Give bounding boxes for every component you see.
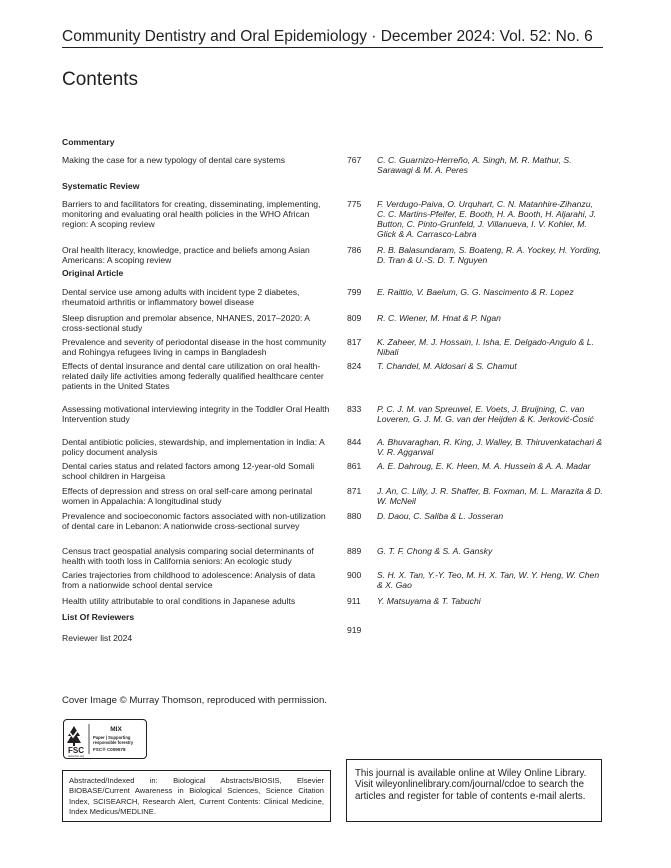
page-number: 833 (347, 404, 362, 414)
toc-entry[interactable] (62, 596, 603, 612)
fsc-logo (63, 719, 147, 759)
article-title[interactable]: Barriers to and facilitators for creating, disseminating, implementing, monitoring and evaluating oral health policies in the WHO African region: A scoping review (62, 199, 321, 229)
page-title: Contents (62, 69, 139, 90)
toc-entry[interactable] (62, 199, 603, 245)
page-number: 889 (347, 546, 362, 556)
toc-entry[interactable] (62, 625, 603, 641)
fsc-license-code: FSC® C009578 (93, 747, 126, 752)
page-number: 799 (347, 287, 362, 297)
article-authors: S. H. X. Tan, Y.-Y. Teo, M. H. X. Tan, W. Y. Heng, W. Chen & X. Gao (377, 570, 600, 590)
article-authors: J. An, C. Lilly, J. R. Shaffer, B. Foxman, M. L. Marazita & D. W. McNeil (377, 486, 603, 506)
cover-image-credit: Cover Image © Murray Thomson, reproduced with permission. (62, 695, 327, 706)
page-number: 817 (347, 337, 362, 347)
page-number: 844 (347, 437, 362, 447)
page-number: 900 (347, 570, 362, 580)
fsc-line-2: responsible forestry (93, 740, 134, 745)
page-number: 919 (347, 625, 362, 635)
article-authors: T. Chandel, M. Aldosari & S. Chamut (377, 361, 517, 371)
fsc-line-1: Paper | Supporting (93, 735, 131, 740)
toc-entry[interactable] (62, 486, 603, 511)
indexing-text: Abstracted/Indexed in: Biological Abstracts/BIOSIS, Elsevier BIOBASE/Current Awareness in Biological Sciences, Science Citation Index, SCISEARCH, Research Alert, Current Contents: Clinical Medicine, Index Medicus/MEDLINE. (69, 776, 324, 817)
article-title[interactable]: Effects of depression and stress on oral self-care among perinatal women in Appalachia: A longitudinal study (62, 486, 313, 506)
article-title[interactable]: Prevalence and severity of periodontal disease in the host community and Rohingya refugees living in camps in Bangladesh (62, 337, 327, 357)
page-number: 880 (347, 511, 362, 521)
article-title[interactable]: Census tract geospatial analysis comparing social determinants of health with tooth loss in California seniors: An ecologic study (62, 546, 314, 566)
toc-entry[interactable] (62, 245, 603, 268)
article-title[interactable]: Making the case for a new typology of dental care systems (62, 155, 286, 165)
article-authors: A. Bhuvaraghan, R. King, J. Walley, B. Thiruvenkatachari & V. R. Aggarwal (377, 437, 603, 457)
toc-entry[interactable] (62, 437, 603, 461)
toc-entry[interactable] (62, 337, 603, 361)
article-title[interactable]: Sleep disruption and premolar absence, NHANES, 2017–2020: A cross-sectional study (62, 313, 310, 333)
article-title[interactable]: Dental antibiotic policies, stewardship, and implementation in India: A policy document analysis (62, 437, 325, 457)
page-number: 767 (347, 155, 362, 165)
article-authors: R. B. Balasundaram, S. Boateng, R. A. Yockey, H. Yording, D. Tran & U.-S. D. T. Nguyen (377, 245, 602, 265)
page-number: 786 (347, 245, 362, 255)
page-number: 775 (347, 199, 362, 209)
article-title[interactable]: Prevalence and socioeconomic factors associated with non-utilization of dental care in Lebanon: A nationwide cross-sectional survey (62, 511, 326, 531)
article-title[interactable]: Dental caries status and related factors among 12-year-old Somali school children in Hargeisa (62, 461, 315, 481)
journal-header: Community Dentistry and Oral Epidemiology · December 2024: Vol. 52: No. 6 (62, 28, 593, 45)
table-of-contents (62, 137, 603, 641)
indexing-info-box (62, 770, 331, 822)
article-authors: F. Verdugo-Paiva, O. Urquhart, C. N. Matanhire-Zihanzu, C. C. Martins-Pfeifer, E. Booth, H. A. Booth, H. Aljarahi, J. Button, C. Pinto-Grunfeld, J. Villanueva, I. V. Kohler, M. Glick & A. Carrasco-Labra (377, 199, 597, 239)
article-title[interactable]: Assessing motivational interviewing integrity in the Toddler Oral Health Intervention study (62, 404, 330, 424)
article-authors: G. T. F. Chong & S. A. Gansky (377, 546, 493, 556)
online-availability-box (346, 759, 602, 822)
header-divider (62, 47, 603, 48)
article-authors: D. Daou, C. Saliba & L. Josseran (377, 511, 504, 521)
fsc-mix-label: MIX (110, 726, 122, 733)
fsc-brand: FSC (68, 746, 84, 755)
fsc-url: www.fsc.org (68, 754, 85, 758)
toc-entry[interactable] (62, 511, 603, 546)
fsc-tree-icon (67, 726, 81, 746)
toc-entry[interactable] (62, 313, 603, 337)
article-authors: C. C. Guarnizo-Herreño, A. Singh, M. R. Mathur, S. Sarawagi & M. A. Peres (377, 155, 572, 175)
article-title[interactable]: Health utility attributable to oral conditions in Japanese adults (62, 596, 296, 606)
toc-entry[interactable] (62, 461, 603, 486)
article-authors: P. C. J. M. van Spreuwel, E. Voets, J. Bruijning, C. van Loveren, G. J. M. G. van der Heijden & K. Jerković-Ćosić (377, 404, 594, 424)
article-authors: E. Raittio, V. Baelum, G. G. Nascimento & R. Lopez (377, 287, 574, 297)
article-title[interactable]: Reviewer list 2024 (62, 633, 133, 643)
article-title[interactable]: Effects of dental insurance and dental care utilization on oral health-related daily life activities among federally qualified healthcare center patients in the United States (62, 361, 324, 391)
section-heading-commentary: Commentary (62, 137, 115, 147)
article-authors: K. Zaheer, M. J. Hossain, I. Isha, E. Delgado-Angulo & L. Nibali (377, 337, 594, 357)
article-authors: A. E. Dahroug, E. K. Heen, M. A. Hussein & A. A. Madar (377, 461, 591, 471)
article-title[interactable]: Dental service use among adults with incident type 2 diabetes, rheumatoid arthritis or inflammatory bowel disease (62, 287, 300, 307)
section-heading-list-of-reviewers: List Of Reviewers (62, 612, 135, 622)
article-title[interactable]: Caries trajectories from childhood to adolescence: Analysis of data from a nationwide school dental service (62, 570, 316, 590)
article-authors: Y. Matsuyama & T. Tabuchi (377, 596, 481, 606)
page-number: 809 (347, 313, 362, 323)
section-heading-systematic-review: Systematic Review (62, 181, 140, 191)
page-number: 911 (347, 596, 361, 606)
online-text: This journal is available online at Wiley Online Library. Visit wileyonlinelibrary.com/journal/cdoe to search the articles and register for table of contents e-mail alerts. (355, 768, 587, 802)
page-number: 824 (347, 361, 362, 371)
toc-entry[interactable] (62, 404, 603, 437)
article-authors: R. C. Wiener, M. Hnat & P. Ngan (377, 313, 501, 323)
toc-entry[interactable] (62, 570, 603, 596)
page-number: 871 (347, 486, 362, 496)
toc-entry[interactable] (62, 546, 603, 570)
page-number: 861 (347, 461, 362, 471)
toc-entry[interactable] (62, 287, 603, 313)
toc-entry[interactable] (62, 361, 603, 404)
article-title[interactable]: Oral health literacy, knowledge, practice and beliefs among Asian Americans: A scoping review (62, 245, 310, 265)
section-heading-original-article: Original Article (62, 268, 124, 278)
toc-entry[interactable] (62, 155, 603, 181)
